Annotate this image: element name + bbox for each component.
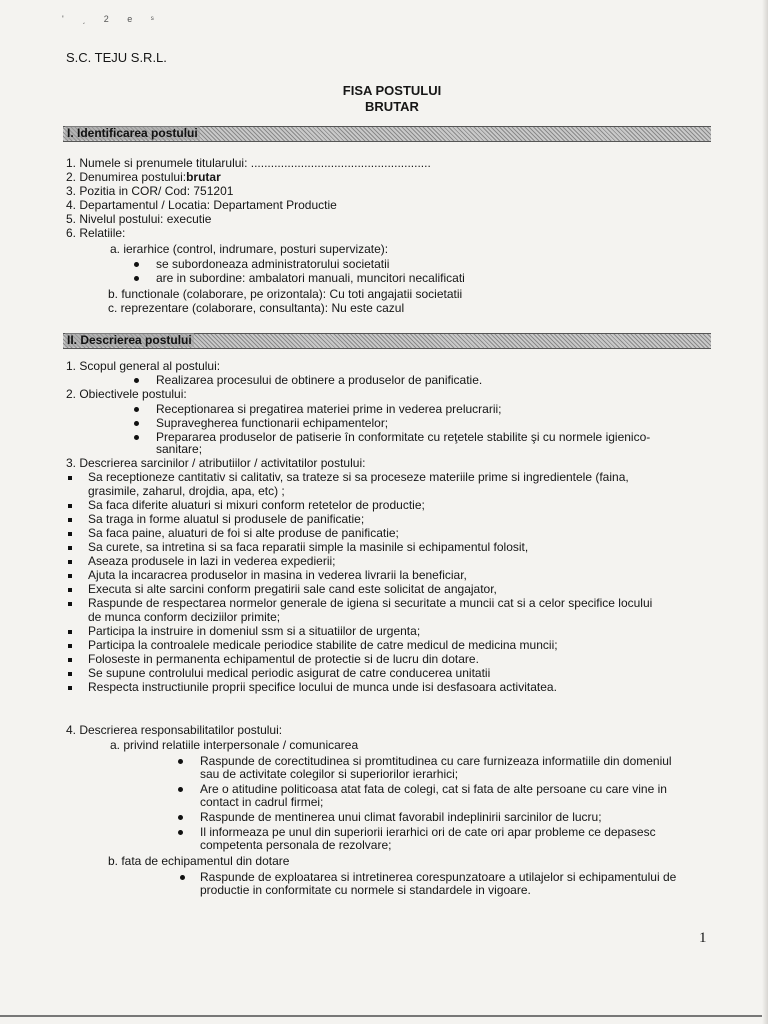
s2-line-16: Ajuta la incaracrea produselor in masina in vederea livrarii la beneficiar,: [88, 568, 467, 582]
bullet-square: [68, 644, 72, 648]
s2-line-1: 1. Scopul general al postului:: [66, 359, 221, 373]
s2-line-29: Are o atitudine politicoasa atat fata de colegi, cat si fata de alte persoane cu care vine in: [200, 782, 667, 796]
s2-line-3: 2. Obiectivele postului:: [66, 387, 187, 401]
s1-line-6: 6. Relatiile:: [66, 226, 126, 240]
s2-line-10: grasimile, zaharul, drojdia, apa, etc) ;: [88, 484, 285, 498]
s2-line-24: Respecta instructiunile proprii specifice locului de munca unde isi desfasoara activitatea.: [88, 680, 557, 694]
s1-line-7: a. ierarhice (control, indrumare, posturi supervizate):: [110, 242, 389, 256]
s1-line-2: 2. Denumirea postului:brutar: [66, 170, 221, 184]
bullet-dot: [134, 435, 139, 440]
s2-line-27: Raspunde de corectitudinea si promtitudinea cu care furnizeaza informatiile din domeniul: [200, 754, 672, 768]
s2-line-11: Sa faca diferite aluaturi si mixuri conform retetelor de productie;: [88, 498, 425, 512]
s1-line-9: are in subordine: ambalatori manuali, muncitori necalificati: [156, 271, 465, 285]
bullet-square: [68, 560, 72, 564]
s2-line-12: Sa traga in forme aluatul si produsele de panificatie;: [88, 512, 365, 526]
s1-line-8: se subordoneaza administratorului societatii: [156, 257, 390, 271]
bullet-square: [68, 574, 72, 578]
job-name-value: brutar: [186, 170, 221, 184]
bullet-dot: [178, 759, 183, 764]
bullet-dot: [178, 787, 183, 792]
bullet-dot: [134, 421, 139, 426]
scan-bottom-edge: [0, 1015, 768, 1017]
document-title: FISA POSTULUI: [342, 83, 442, 98]
s2-line-33: competenta personala de rezolvare;: [200, 838, 392, 852]
s2-line-15: Aseaza produsele in lazi in vederea expedierii;: [88, 554, 336, 568]
s2-line-6: Prepararea produselor de patiserie în conformitate cu reţetele stabilite şi cu normele igienico-: [156, 430, 651, 444]
s2-line-7: sanitare;: [156, 442, 203, 456]
s2-line-20: Participa la instruire in domeniul ssm si a situatiilor de urgenta;: [88, 624, 421, 638]
bullet-dot: [134, 378, 139, 383]
s2-line-19: de munca conform deciziilor primite;: [88, 610, 281, 624]
scan-right-edge: [762, 0, 768, 1024]
s1-line-3: 3. Pozitia in COR/ Cod: 751201: [66, 184, 234, 198]
company-name: S.C. TEJU S.R.L.: [66, 50, 167, 65]
s2-line-28: sau de activitate colegilor si superiorilor ierarhici;: [200, 767, 459, 781]
bullet-dot: [134, 262, 139, 267]
bullet-square: [68, 476, 72, 480]
s2-line-5: Supravegherea functionarii echipamentelor;: [156, 416, 389, 430]
s2-line-35: Raspunde de exploatarea si intretinerea corespunzatoare a utilajelor si echipamentului de: [200, 870, 677, 884]
bullet-square: [68, 546, 72, 550]
s2-line-26: a. privind relatiile interpersonale / comunicarea: [110, 738, 359, 752]
s2-line-18: Raspunde de respectarea normelor generale de igiena si securitate a muncii cat si a celor specifice locului: [88, 596, 653, 610]
document-subtitle: BRUTAR: [365, 99, 419, 114]
bullet-square: [68, 672, 72, 676]
s1-line-4: 4. Departamentul / Locatia: Departament Productie: [66, 198, 337, 212]
s2-line-31: Raspunde de mentinerea unui climat favorabil indeplinirii sarcinilor de lucru;: [200, 810, 602, 824]
bullet-square: [68, 588, 72, 592]
s2-line-36: productie in conformitate cu normele si standardele in vigoare.: [200, 883, 531, 897]
bullet-square: [68, 518, 72, 522]
section-heading-2: II. Descrierea postului: [67, 333, 192, 347]
bullet-dot: [178, 815, 183, 820]
s2-line-17: Executa si alte sarcini conform pregatirii sale cand este solicitat de angajator,: [88, 582, 497, 596]
bullet-dot: [134, 407, 139, 412]
bullet-square: [68, 658, 72, 662]
s2-line-21: Participa la controalele medicale periodice stabilite de catre medicul de medicina muncii;: [88, 638, 558, 652]
bullet-square: [68, 686, 72, 690]
s2-line-9: Sa receptioneze cantitativ si calitativ, sa trateze si sa proceseze materiile prime si ingredientele (faina,: [88, 470, 629, 484]
s1-line-1: 1. Numele si prenumele titularului: ......................................................: [66, 156, 431, 170]
s2-line-22: Foloseste in permanenta echipamentul de protectie si de lucru din dotare.: [88, 652, 479, 666]
bullet-square: [68, 602, 72, 606]
bullet-dot: [180, 875, 185, 880]
s2-line-25: 4. Descrierea responsabilitatilor postului:: [66, 723, 283, 737]
bullet-square: [68, 504, 72, 508]
page-number: 1: [699, 930, 707, 946]
bullet-dot: [178, 830, 183, 835]
s2-line-30: contact in cadrul firmei;: [200, 795, 324, 809]
s2-line-14: Sa curete, sa intretina si sa faca reparatii simple la masinile si echipamentul folosit,: [88, 540, 529, 554]
s2-line-34: b. fata de echipamentul din dotare: [108, 854, 290, 868]
scan-artifacts: ' ˏ 2 e ˢ: [62, 14, 162, 24]
s2-line-2: Realizarea procesului de obtinere a produselor de panificatie.: [156, 373, 483, 387]
s1-line-10: b. functionale (colaborare, pe orizontala): Cu toti angajatii societatii: [108, 287, 463, 301]
s2-line-8: 3. Descrierea sarcinilor / atributiilor / activitatilor postului:: [66, 456, 366, 470]
section-heading-bar-2: [63, 333, 711, 349]
s2-line-13: Sa faca paine, aluaturi de foi si alte produse de panificatie;: [88, 526, 399, 540]
bullet-dot: [134, 276, 139, 281]
bullet-square: [68, 630, 72, 634]
section-heading-bar-1: [63, 126, 711, 142]
bullet-square: [68, 532, 72, 536]
section-heading-1: I. Identificarea postului: [67, 126, 198, 140]
s1-line-11: c. reprezentare (colaborare, consultanta): Nu este cazul: [108, 301, 405, 315]
s2-line-23: Se supune controlului medical periodic asigurat de catre conducerea unitatii: [88, 666, 491, 680]
s1-line-5: 5. Nivelul postului: executie: [66, 212, 212, 226]
s2-line-32: Il informeaza pe unul din superiorii ierarhici ori de cate ori apar probleme ce depasesc: [200, 825, 656, 839]
s2-line-4: Receptionarea si pregatirea materiei prime in vederea prelucrarii;: [156, 402, 502, 416]
